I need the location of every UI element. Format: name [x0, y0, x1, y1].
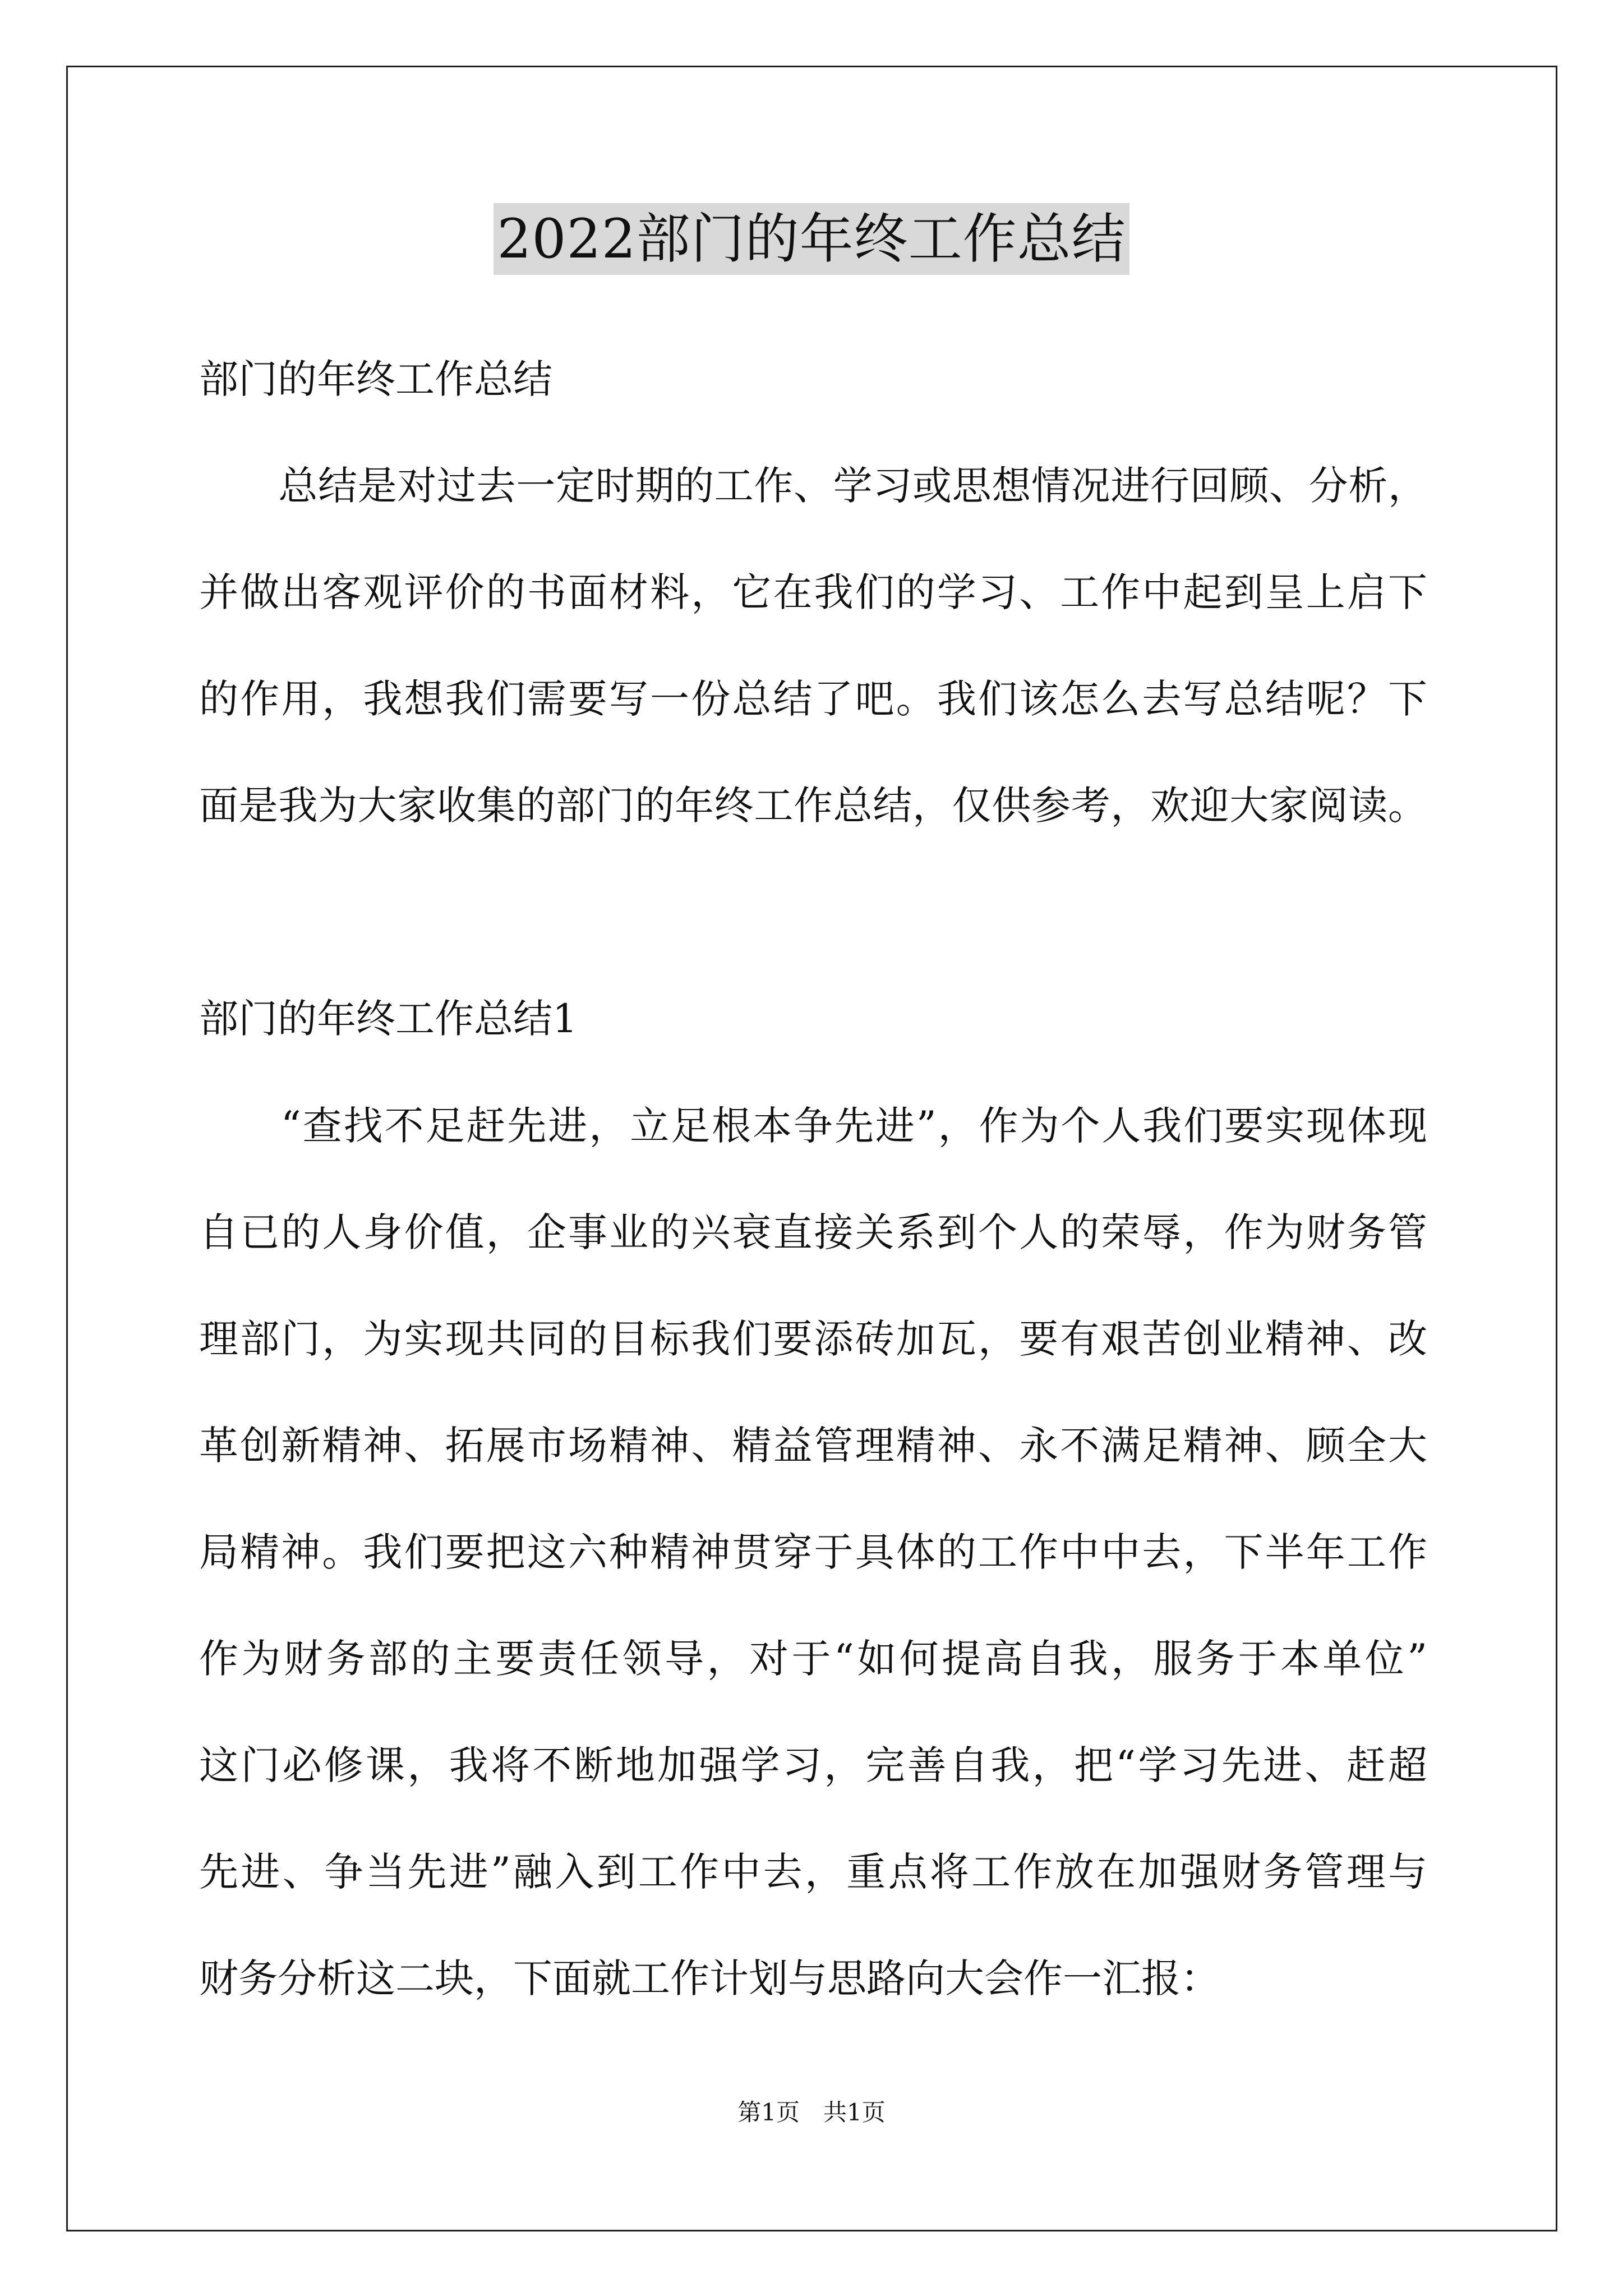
intro-line: 并做出客观评价的书面材料，它在我们的学习、工作中起到呈上启下 — [199, 569, 1427, 615]
body-line: 革创新精神、拓展市场精神、精益管理精神、永不满足精神、顾全大 — [199, 1423, 1427, 1469]
body-line: 这门必修课，我将不断地加强学习，完善自我，把“学习先进、赶超 — [199, 1742, 1427, 1788]
document-subtitle: 部门的年终工作总结 — [199, 356, 552, 402]
body-line: 自已的人身价值，企事业的兴衰直接关系到个人的荣辱，作为财务管 — [199, 1209, 1427, 1255]
body-line: 先进、争当先进”融入到工作中去，重点将工作放在加强财务管理与 — [199, 1849, 1427, 1895]
body-line: 财务分析这二块，下面就工作计划与思路向大会作一汇报： — [199, 1955, 1220, 2001]
body-line: 理部门，为实现共同的目标我们要添砖加瓦，要有艰苦创业精神、改 — [199, 1316, 1427, 1362]
intro-line: 总结是对过去一定时期的工作、学习或思想情况进行回顾、分析， — [199, 463, 1427, 509]
section-heading: 部门的年终工作总结1 — [199, 996, 578, 1042]
body-line: 局精神。我们要把这六种精神贯穿于具体的工作中中去，下半年工作 — [199, 1529, 1427, 1575]
body-line: “查找不足赶先进，立足根本争先进”，作为个人我们要实现体现 — [199, 1103, 1427, 1149]
page-number: 第1页 共1页 — [737, 2099, 886, 2126]
intro-line: 的作用，我想我们需要写一份总结了吧。我们该怎么去写总结呢？下 — [199, 676, 1427, 722]
body-line: 作为财务部的主要责任领导，对于“如何提高自我，服务于本单位” — [199, 1636, 1427, 1682]
title-container — [0, 203, 1623, 275]
intro-line: 面是我为大家收集的部门的年终工作总结，仅供参考，欢迎大家阅读。 — [199, 783, 1427, 829]
document-title: 2022部门的年终工作总结 — [494, 203, 1129, 275]
